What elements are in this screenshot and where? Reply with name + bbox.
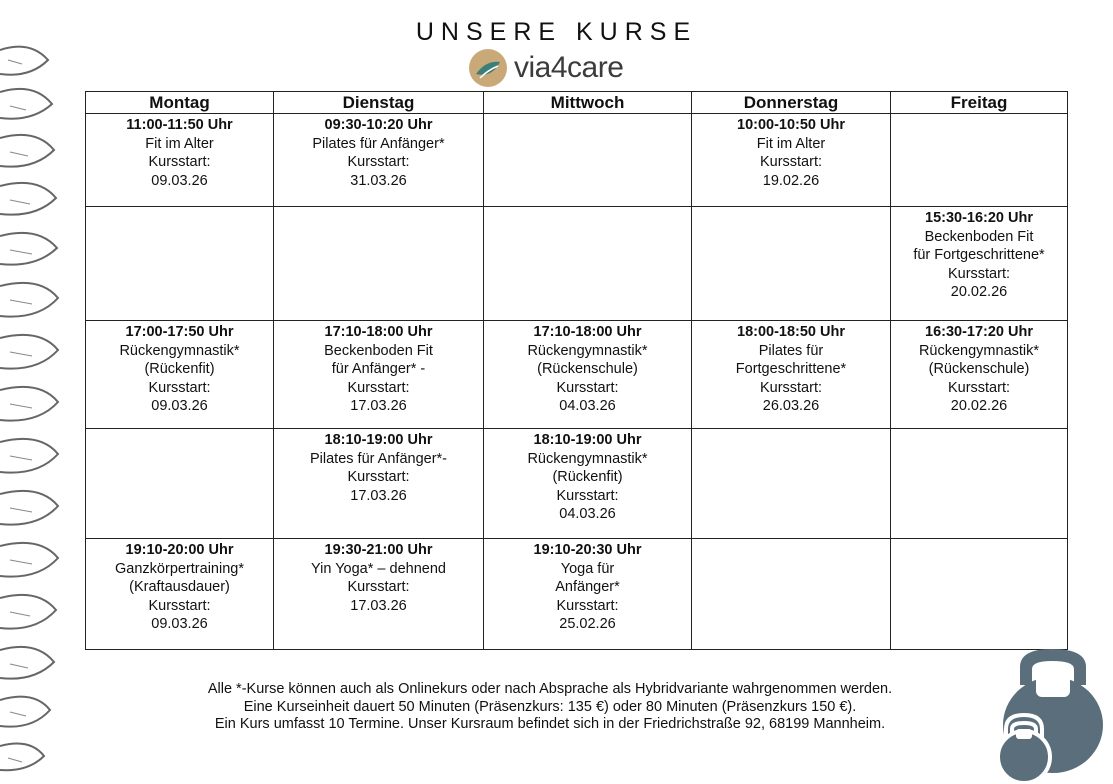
leaf-logo-icon: [468, 48, 508, 88]
day-header-thursday: Donnerstag: [692, 92, 891, 114]
course-line: Fit im Alter: [145, 135, 214, 152]
course-line: 09.03.26: [151, 616, 208, 632]
course-cell: [86, 114, 274, 207]
day-header-tuesday: Dienstag: [274, 92, 484, 114]
course-line: 17.03.26: [350, 487, 407, 504]
course-time: 09:30-10:20 Uhr: [324, 117, 433, 133]
course-line: Yoga für: [560, 560, 615, 577]
course-line: Rückengymnastik*: [119, 342, 240, 359]
course-cell: [484, 429, 692, 539]
course-cell: [692, 321, 891, 429]
course-line: Kursstart:: [556, 487, 619, 504]
course-line: Fit im Alter: [756, 135, 826, 152]
course-cell: [692, 114, 891, 207]
table-header-row: [86, 92, 1068, 114]
course-line: Kursstart:: [947, 265, 1011, 282]
day-header-friday: Freitag: [891, 92, 1068, 114]
course-line: 09.03.26: [151, 172, 208, 189]
course-cell: [484, 321, 692, 429]
course-cell: [274, 539, 484, 650]
course-cell: [86, 321, 274, 429]
course-line: 04.03.26: [559, 506, 616, 522]
course-line: (Kraftausdauer): [129, 579, 230, 595]
course-line: Pilates für Anfänger*: [312, 135, 445, 152]
course-line: Beckenboden Fit: [924, 228, 1034, 245]
course-time: 19:30-21:00 Uhr: [324, 542, 433, 558]
course-line: Kursstart:: [347, 154, 410, 170]
brand-logo: [468, 48, 623, 88]
course-line: Kursstart:: [556, 379, 619, 396]
course-schedule-table: [85, 91, 1068, 650]
empty-cell: [692, 539, 891, 650]
course-line: Rückengymnastik*: [918, 342, 1040, 359]
course-cell: [274, 114, 484, 207]
course-line: Rückengymnastik*: [527, 342, 648, 359]
kettlebell-icon: [990, 645, 1113, 784]
footer-line: Eine Kurseinheit dauert 50 Minuten (Präsenzkurs: 135 €) oder 80 Minuten (Präsenzkurs 150 €).: [243, 698, 857, 715]
course-line: 31.03.26: [350, 172, 407, 189]
course-line: Pilates für Anfänger*-: [309, 450, 448, 467]
course-time: 15:30-16:20 Uhr: [925, 210, 1033, 226]
course-line: (Rückenschule): [928, 361, 1030, 377]
course-line: Kursstart:: [759, 154, 823, 170]
course-time: 19:10-20:30 Uhr: [533, 542, 642, 558]
table-row: [86, 429, 1068, 539]
course-line: Fortgeschrittene*: [735, 361, 847, 377]
course-time: 18:00-18:50 Uhr: [737, 324, 845, 340]
course-line: Kursstart:: [148, 379, 211, 396]
course-line: 26.03.26: [762, 398, 820, 414]
empty-cell: [692, 207, 891, 321]
course-line: 04.03.26: [559, 398, 616, 414]
course-line: (Rückenfit): [144, 361, 215, 377]
table-row: [86, 114, 1068, 207]
course-time: 16:30-17:20 Uhr: [925, 324, 1033, 340]
empty-cell: [891, 539, 1068, 650]
course-time: 17:00-17:50 Uhr: [125, 324, 234, 340]
course-cell: [891, 321, 1068, 429]
course-cell: [86, 539, 274, 650]
course-line: 20.02.26: [950, 398, 1008, 414]
course-time: 18:10-19:00 Uhr: [533, 432, 642, 448]
course-line: Kursstart:: [947, 379, 1011, 396]
course-line: Kursstart:: [556, 597, 619, 614]
course-line: Kursstart:: [759, 379, 823, 396]
course-line: Rückengymnastik*: [527, 450, 648, 467]
empty-cell: [274, 207, 484, 321]
course-line: Yin Yoga* – dehnend: [311, 560, 446, 577]
day-header-monday: Montag: [86, 92, 274, 114]
course-line: Kursstart:: [347, 579, 410, 595]
course-line: Kursstart:: [347, 379, 410, 396]
course-cell: [484, 539, 692, 650]
course-line: Anfänger*: [555, 579, 620, 595]
course-line: 25.02.26: [559, 616, 616, 632]
course-time: 17:10-18:00 Uhr: [533, 324, 642, 340]
course-line: 17.03.26: [350, 597, 407, 614]
course-line: Kursstart:: [347, 469, 410, 485]
empty-cell: [891, 114, 1068, 207]
page-title: UNSERE KURSE: [415, 18, 698, 46]
empty-cell: [484, 114, 692, 207]
course-time: 18:10-19:00 Uhr: [324, 432, 433, 448]
empty-cell: [692, 429, 891, 539]
course-cell: [274, 321, 484, 429]
course-line: 19.02.26: [762, 172, 820, 189]
course-line: Kursstart:: [148, 154, 211, 170]
course-time: 17:10-18:00 Uhr: [324, 324, 433, 340]
course-line: 20.02.26: [950, 284, 1008, 300]
course-line: Kursstart:: [148, 597, 211, 614]
empty-cell: [86, 429, 274, 539]
empty-cell: [484, 207, 692, 321]
course-time: 11:00-11:50 Uhr: [126, 117, 233, 133]
logo-text: via4care: [514, 51, 624, 84]
course-line: (Rückenfit): [552, 469, 623, 485]
day-header-wednesday: Mittwoch: [484, 92, 692, 114]
footer-line: Ein Kurs umfasst 10 Termine. Unser Kursraum befindet sich in der Friedrichstraße 92, 68199 Mannheim.: [214, 716, 886, 732]
table-row: [86, 321, 1068, 429]
course-cell: [891, 207, 1068, 321]
course-time: 10:00-10:50 Uhr: [737, 117, 845, 133]
empty-cell: [891, 429, 1068, 539]
course-line: für Fortgeschrittene*: [913, 247, 1045, 263]
course-line: Beckenboden Fit: [324, 342, 433, 359]
course-line: für Anfänger* -: [331, 361, 426, 377]
course-line: 09.03.26: [151, 398, 208, 414]
footer-line: Alle *-Kurse können auch als Onlinekurs oder nach Absprache als Hybridvariante wahrgenommen werden.: [207, 681, 893, 697]
empty-cell: [86, 207, 274, 321]
course-cell: [274, 429, 484, 539]
spine-illustration-icon: [0, 30, 60, 780]
course-line: 17.03.26: [350, 398, 407, 414]
table-row: [86, 207, 1068, 321]
course-time: 19:10-20:00 Uhr: [125, 542, 234, 558]
course-line: Pilates für: [758, 342, 824, 359]
table-row: [86, 539, 1068, 650]
course-line: (Rückenschule): [537, 361, 638, 377]
footer-notes: [0, 681, 1100, 734]
course-line: Ganzkörpertraining*: [115, 560, 244, 577]
